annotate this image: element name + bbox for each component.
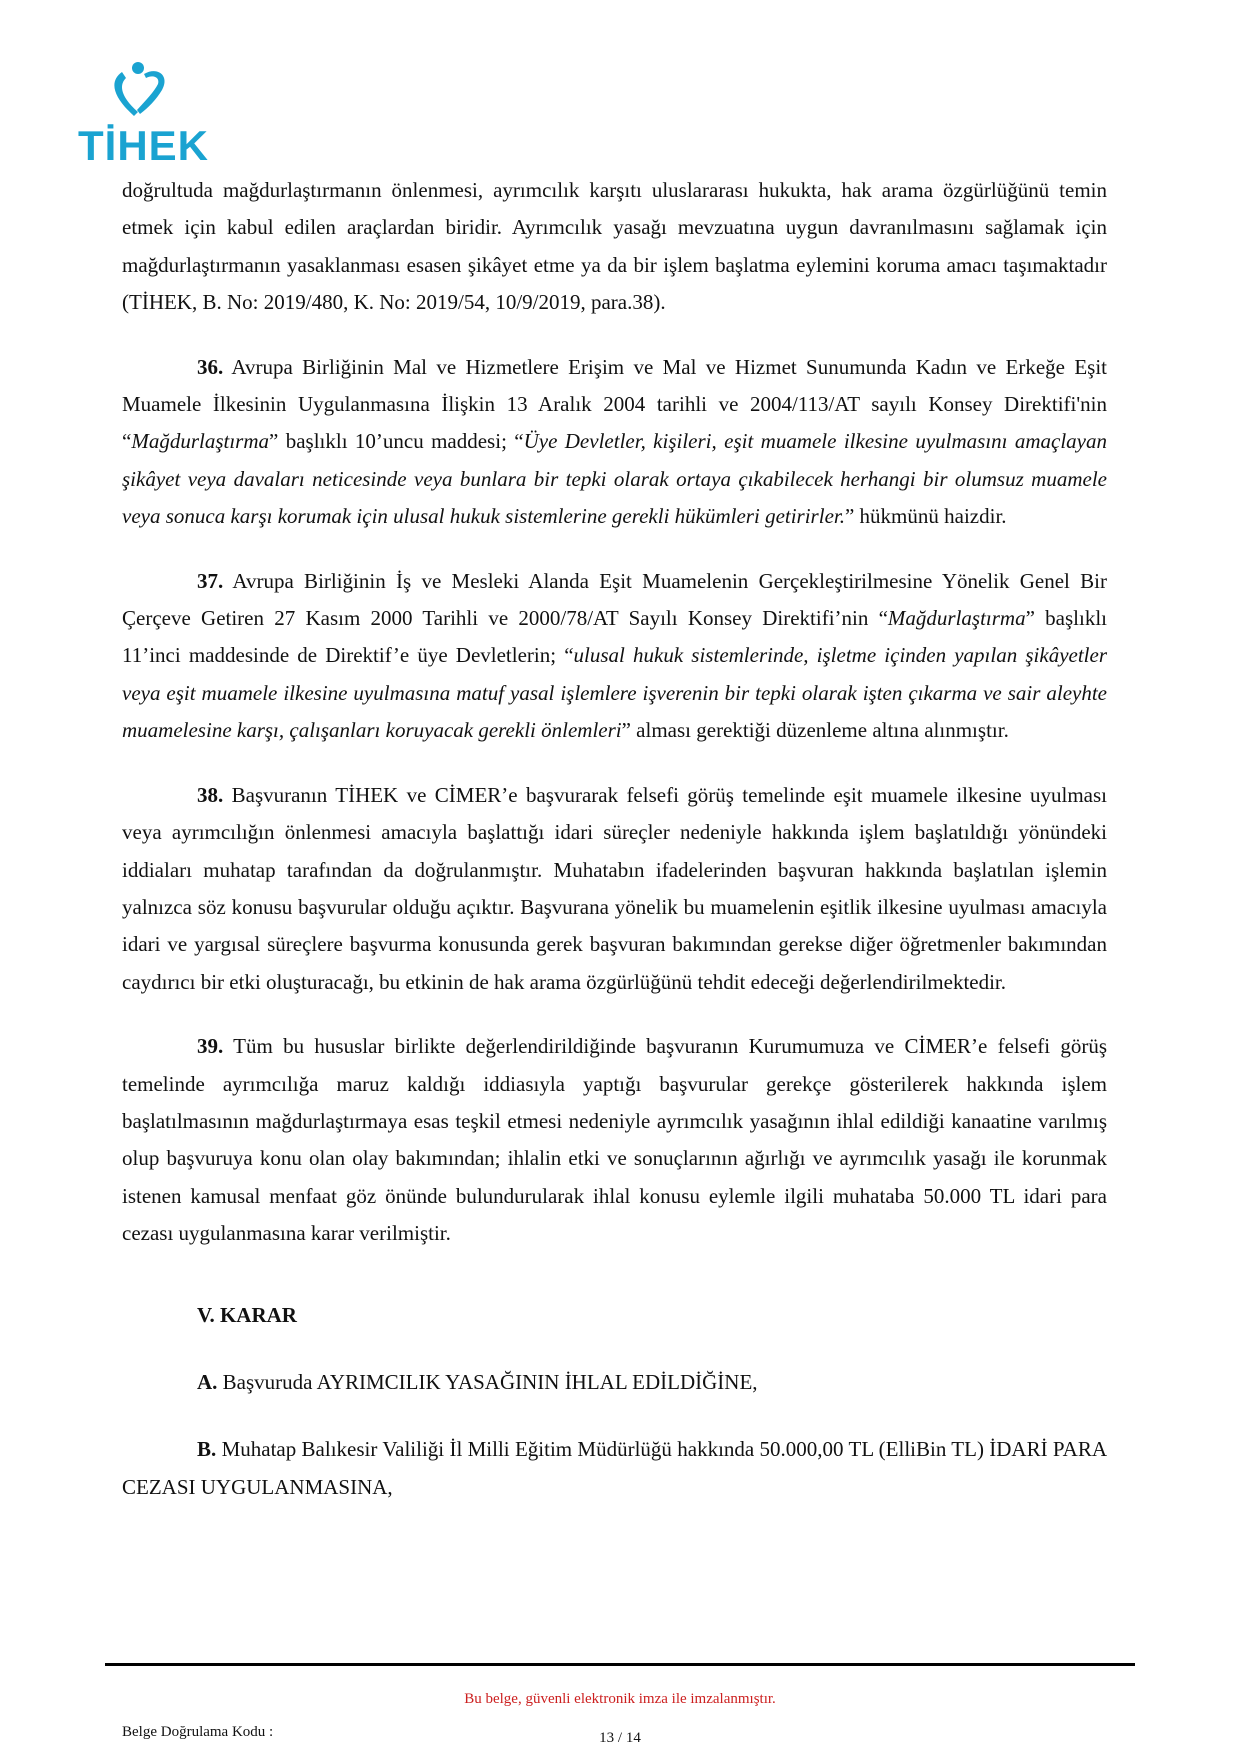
decision-label: A. xyxy=(197,1369,218,1394)
paragraph-text: ” alması gerektiği düzenleme altına alınmıştır. xyxy=(621,718,1009,743)
paragraph-text: Avrupa Birliğinin Mal ve Hizmetlere Erişim ve Mal ve Hizmet Sunumunda Kadın ve Erkeğe Eşit Muamele İlkesinin Uygulanmasına İlişkin 13 Aralık 2004 tarihli ve 2004/113/AT sayılı Konsey Direktifi'nin “ xyxy=(122,354,1107,454)
document-body xyxy=(122,172,1107,1536)
signature-notice: Bu belge, güvenli elektronik imza ile imzalanmıştır. xyxy=(464,1691,776,1707)
paragraph-number: 39. xyxy=(197,1034,224,1059)
paragraph-36 xyxy=(122,349,1107,536)
logo-text: TİHEK xyxy=(78,122,209,169)
decision-item-b xyxy=(122,1431,1107,1506)
decision-item-a xyxy=(122,1364,1107,1401)
paragraph-39 xyxy=(122,1028,1107,1252)
italic-quote: Üye Devletler, kişileri, eşit muamele ilkesine uyulmasını amaçlayan şikâyet veya davaları neticesinde veya bunlara bir tepki olarak ortaya çıkabilecek herhangi bir olumsuz muamele veya sonuca karşı korumak için ulusal hukuk sistemlerine gerekli hükümleri getirirler. xyxy=(122,429,1107,529)
section-heading xyxy=(122,1297,1107,1334)
footer-divider xyxy=(105,1663,1135,1666)
paragraph-38 xyxy=(122,777,1107,1001)
paragraph-text: ” başlıklı 11’inci maddesinde de Direktif’e üye Devletlerin; “ xyxy=(122,606,1108,668)
paragraph-text: Tüm bu hususlar birlikte değerlendirildiğinde başvuranın Kurumumuza ve CİMER’e felsefi görüş temelinde ayrımcılığa maruz kaldığı iddiasıyla yaptığı başvurular gerekçe gösterilerek hakkında işlem başlatılmasının mağdurlaştırmaya esas teşkil etmesi nedeniyle ayrımcılık yasağının ihlal edildiği kanaatine varılmış olup başvuruya konu olan olay bakımından; ihlalin etki ve sonuçlarının ağırlığı ve ayrımcılık yasağı ile korunmak istenen kamusal menfaat göz önünde bulundurularak ihlal konusu eylemle ilgili muhataba 50.000 TL idari para cezası uygulanmasına karar verilmiştir. xyxy=(122,1034,1107,1246)
verification-code-label: Belge Doğrulama Kodu : xyxy=(122,1724,274,1740)
paragraph-text: Başvuranın TİHEK ve CİMER’e başvurarak felsefi görüş temelinde eşit muamele ilkesine uyulması veya ayrımcılığın önlenmesi amacıyla başlattığı idari süreçler nedeniyle hakkında işlem başlatıldığı yönündeki iddiaları muhatap tarafından da doğrulanmıştır. Muhatabın ifadelerinden başvuran hakkında başlatılan işlemin yalnızca söz konusu başvurular olduğu açıktır. Başvurana yönelik bu muamelenin eşitlik ilkesine uyulması amacıyla idari ve yargısal süreçlere başvurma konusunda gerek başvuran bakımından gerekse diğer öğretmenler bakımından caydırıcı bir etki oluşturacağı, bu etkinin de hak arama özgürlüğünü tehdit edeceği değerlendirilmektedir. xyxy=(122,782,1107,994)
italic-term: Mağdurlaştırma xyxy=(887,606,1026,631)
paragraph-text: ” hükmünü haizdir. xyxy=(844,504,1007,529)
paragraph-37 xyxy=(122,563,1107,750)
decision-text: Başvuruda AYRIMCILIK YASAĞININ İHLAL EDİLDİĞİNE, xyxy=(217,1369,758,1394)
section-title: V. KARAR xyxy=(197,1302,297,1327)
decision-text: Muhatap Balıkesir Valiliği İl Milli Eğitim Müdürlüğü hakkında 50.000,00 TL (ElliBin TL) İDARİ PARA CEZASI UYGULANMASINA, xyxy=(122,1437,1107,1499)
italic-term: Mağdurlaştırma xyxy=(131,429,270,454)
paragraph-number: 37. xyxy=(197,568,224,593)
paragraph-number: 38. xyxy=(197,782,224,807)
paragraph-text: ” başlıklı 10’uncu maddesi; “ xyxy=(269,429,524,454)
paragraph-35-continued: doğrultuda mağdurlaştırmanın önlenmesi, ayrımcılık karşıtı uluslararası hukukta, hak arama özgürlüğünü temin etmek için kabul edilen araçlardan biridir. Ayrımcılık yasağı mevzuatına uygun davranılmasını sağlamak için mağdurlaştırmanın yasaklanması esasen şikâyet etme ya da bir işlem başlatma eylemini koruma amacı taşımaktadır (TİHEK, B. No: 2019/480, K. No: 2019/54, 10/9/2019, para.38). xyxy=(122,178,1107,315)
decision-label: B. xyxy=(197,1437,217,1462)
page-number: 13 / 14 xyxy=(599,1730,641,1746)
tihek-logo xyxy=(78,60,208,170)
heart-person-icon xyxy=(100,60,180,122)
paragraph-text: Avrupa Birliğinin İş ve Mesleki Alanda Eşit Muamelenin Gerçekleştirilmesine Yönelik Genel Bir Çerçeve Getiren 27 Kasım 2000 Tarihli ve 2000/78/AT Sayılı Konsey Direktifi’nin “ xyxy=(122,568,1107,631)
paragraph-number: 36. xyxy=(197,354,224,379)
italic-quote: ulusal hukuk sistemlerinde, işletme içinden yapılan şikâyetler veya eşit muamele ilkesine uyulmasına matuf yasal işlemlere işverenin bir tepki olarak işten çıkarma ve sair aleyhte muamelesine karşı, çalışanları koruyacak gerekli önlemleri xyxy=(122,643,1107,743)
